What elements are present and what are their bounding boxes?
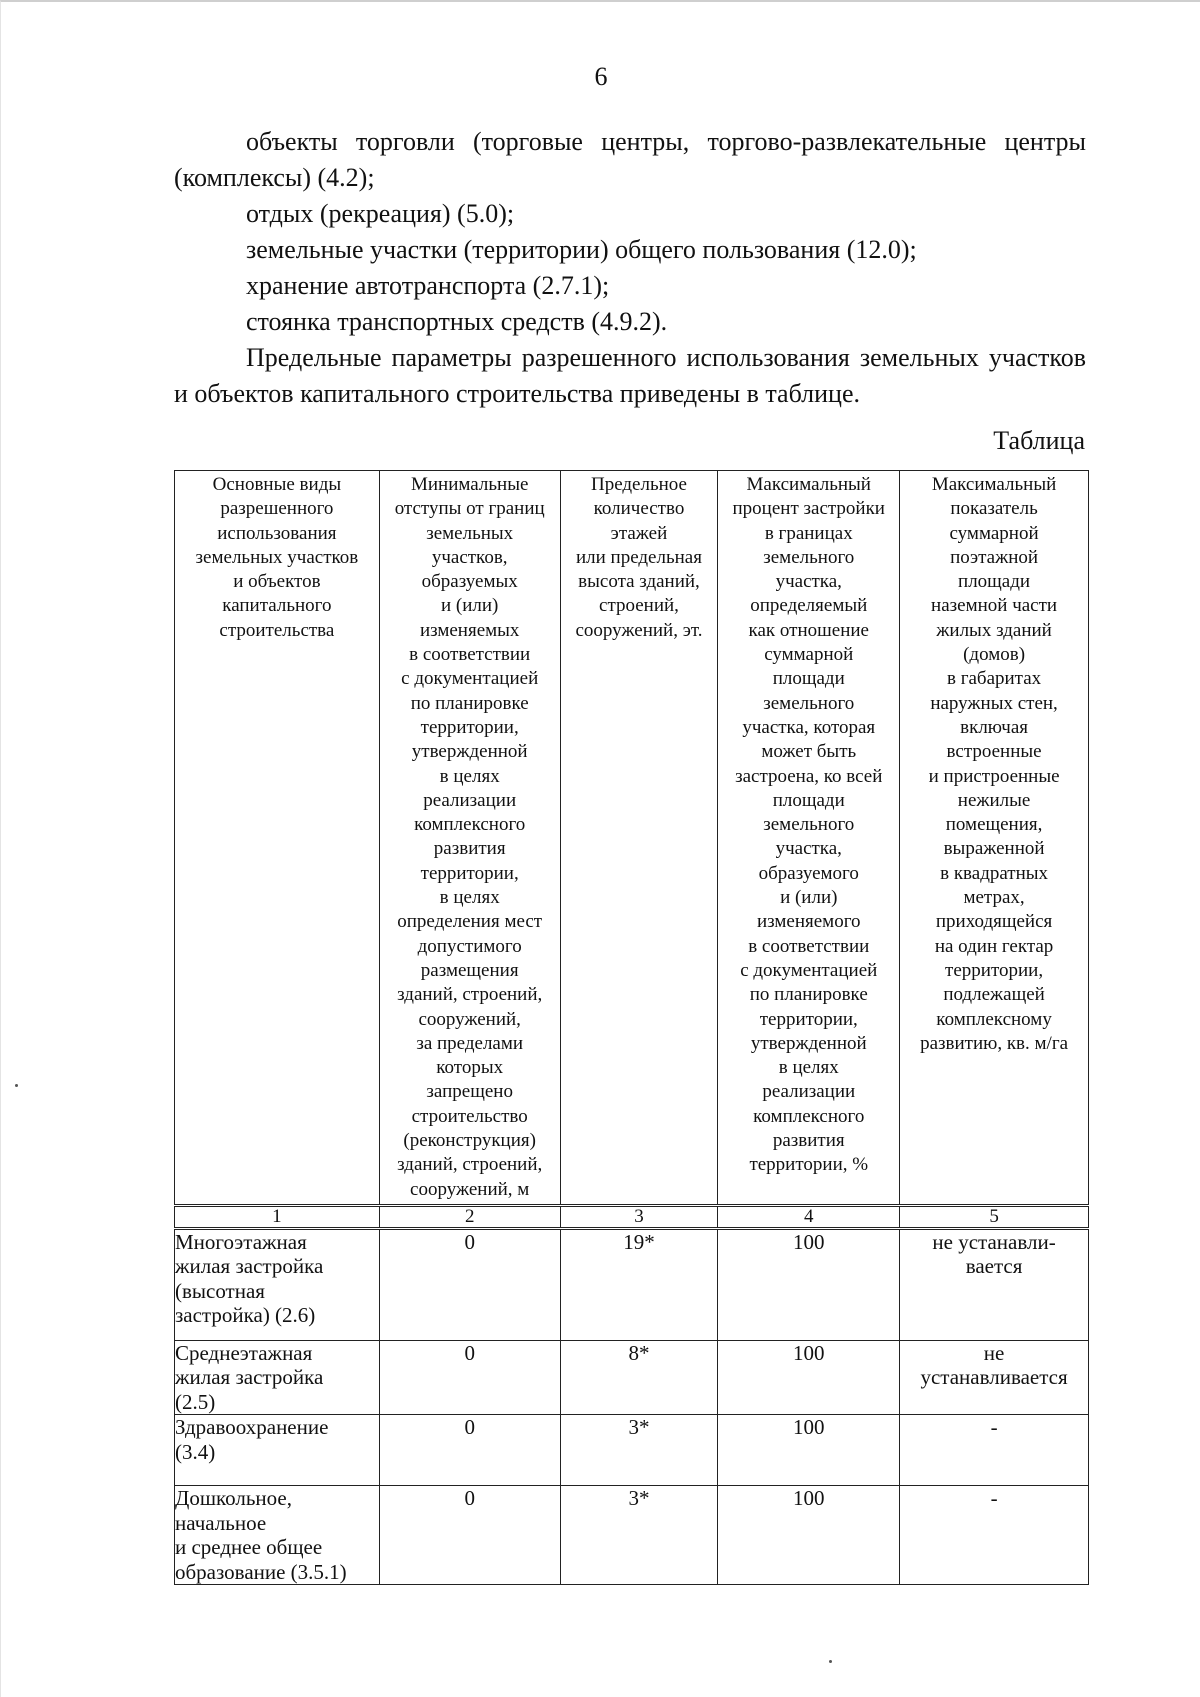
table-row [175,1228,1089,1340]
header-land-use-types: Основные виды разрешенного использования земельных участков и объектов капитального строительства [175,471,380,1206]
scan-speck [829,1660,832,1663]
page-number: 6 [594,62,608,91]
coverage-value: 100 [718,1340,900,1415]
floors-value: 8* [560,1340,718,1415]
scan-speck [15,1084,18,1087]
paragraph-vehicle-storage: хранение автотранспорта (2.7.1); [246,271,610,300]
column-number-row [175,1205,1089,1228]
coverage-value: 100 [718,1415,900,1486]
column-number: 5 [900,1205,1089,1228]
paragraph-trade-objects: объекты торговли (торговые центры, торгово-развлекательные центры (комплексы) (4.2); [174,127,1086,192]
column-number: 3 [560,1205,718,1228]
coverage-value: 100 [718,1228,900,1340]
table-header-row [175,471,1089,1206]
header-max-coverage: Максимальный процент застройки в границах земельного участка, определяемый как отношение суммарной площади земельного участка, которая может быть застроена, ко всей площади земельного участка, образуемого и (или) изменяемого в соответствии с документацией по планировке территории, утвержденной в целях реализации комплексного развития территории, % [718,471,900,1206]
land-use-name: Многоэтажная жилая застройка (высотная застройка) (2.6) [175,1228,380,1340]
land-use-name: Дошкольное, начальное и среднее общее образование (3.5.1) [175,1486,380,1585]
floors-value: 3* [560,1415,718,1486]
paragraph-parameters-intro: Предельные параметры разрешенного использования земельных участков и объектов капитального строительства приведены в таблице. [174,343,1086,408]
floor-area-value: - [900,1486,1089,1585]
floors-value: 3* [560,1486,718,1585]
floors-value: 19* [560,1228,718,1340]
setback-value: 0 [379,1415,560,1486]
header-max-floor-area: Максимальный показатель суммарной поэтажной площади наземной части жилых зданий (домов) в габаритах наружных стен, включая встроенные и пристроенные нежилые помещения, выраженной в квадратных метрах, приходящейся на один гектар территории, подлежащей комплексному развитию, кв. м/га [900,471,1089,1206]
floor-area-value: не устанавли- вается [900,1228,1089,1340]
table-row [175,1415,1089,1486]
header-min-setbacks: Минимальные отступы от границ земельных участков, образуемых и (или) изменяемых в соответствии с документацией по планировке территории, утвержденной в целях реализации комплексного развития территории, в целях определения мест допустимого размещения зданий, строений, сооружений, за пределами которых запрещено строительство (реконструкция) зданий, строений, сооружений, м [379,471,560,1206]
setback-value: 0 [379,1340,560,1415]
setback-value: 0 [379,1228,560,1340]
table-caption: Таблица [993,426,1085,455]
body-text [174,124,1086,412]
column-number: 1 [175,1205,380,1228]
floor-area-value: - [900,1415,1089,1486]
column-number: 4 [718,1205,900,1228]
paragraph-parking: стоянка транспортных средств (4.9.2). [246,307,668,336]
land-use-name: Здравоохранение (3.4) [175,1415,380,1486]
column-number: 2 [379,1205,560,1228]
coverage-value: 100 [718,1486,900,1585]
setback-value: 0 [379,1486,560,1585]
parameters-table [174,470,1089,1585]
land-use-name: Среднеэтажная жилая застройка (2.5) [175,1340,380,1415]
header-max-floors: Предельное количество этажей или предельная высота зданий, строений, сооружений, эт. [560,471,718,1206]
paragraph-public-land: земельные участки (территории) общего пользования (12.0); [246,235,917,264]
table-row [175,1486,1089,1585]
paragraph-recreation: отдых (рекреация) (5.0); [246,199,515,228]
floor-area-value: не устанавливается [900,1340,1089,1415]
table-row [175,1340,1089,1415]
